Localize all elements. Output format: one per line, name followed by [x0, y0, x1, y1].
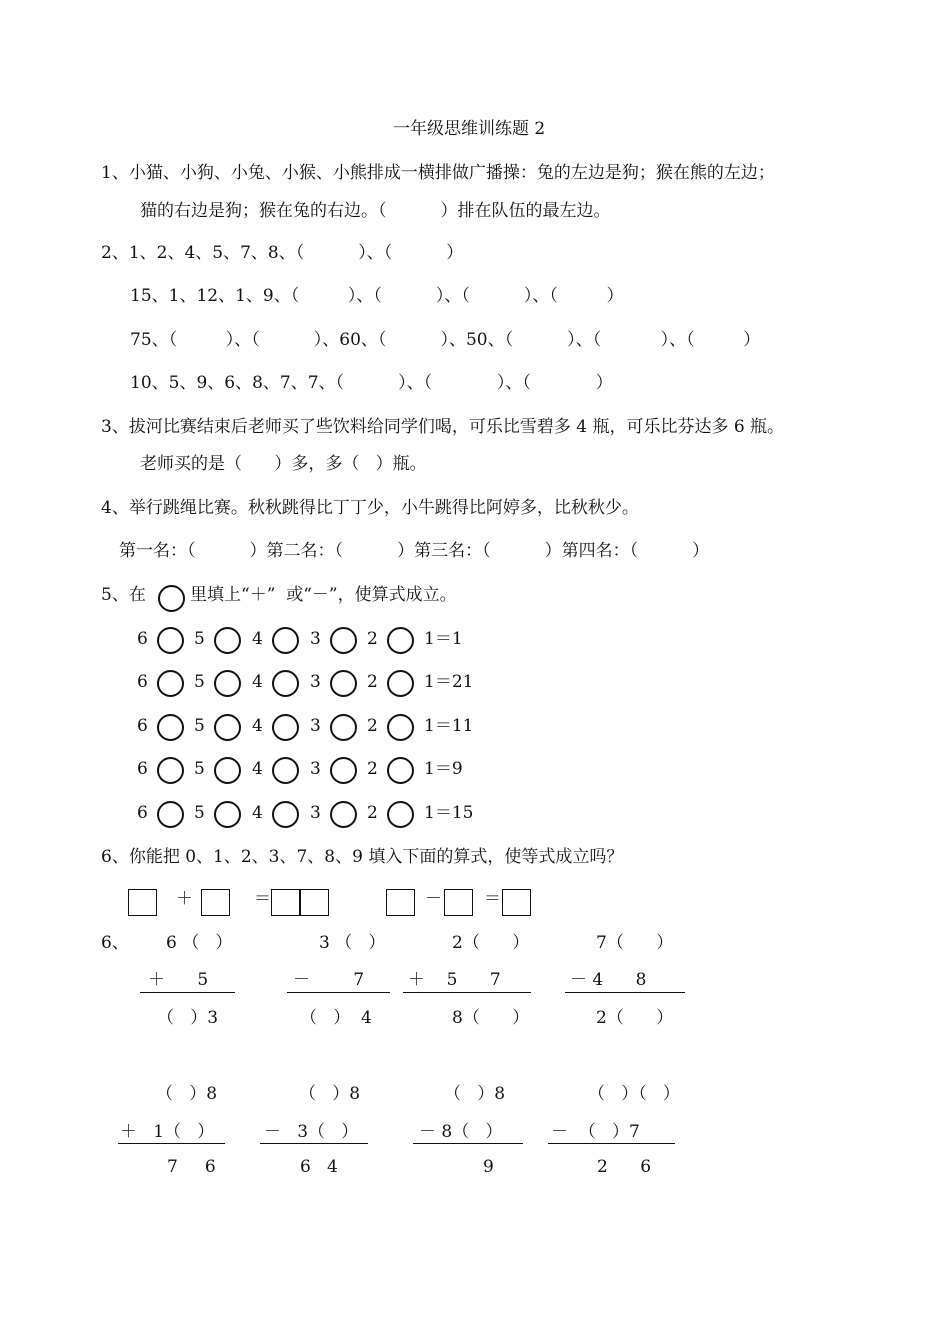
equation-number: 2: [367, 759, 378, 779]
vertical-top: （ ）（ ）: [588, 1084, 680, 1104]
vertical-operator: ＋ 5 7: [408, 970, 501, 990]
operator-circle[interactable]: [387, 757, 414, 784]
vertical-top: （ ）8: [156, 1084, 218, 1104]
equation-number: 1＝1: [424, 629, 463, 649]
sum-line: [548, 1143, 675, 1144]
plus-sign: ＋: [176, 889, 193, 909]
operator-circle[interactable]: [214, 714, 241, 741]
operator-circle[interactable]: [157, 714, 184, 741]
equation-number: 4: [252, 759, 263, 779]
equation-number: 3: [310, 672, 321, 692]
q5-prefix: 5、在: [101, 585, 146, 605]
operator-circle[interactable]: [387, 627, 414, 654]
vertical-operator: － 3（ ）: [264, 1122, 359, 1142]
minus-sign: －: [425, 889, 442, 909]
equation-number: 1＝9: [424, 759, 463, 779]
equation-number: 1＝11: [424, 716, 474, 736]
q1-line1: 1、小猫、小狗、小兔、小猴、小熊排成一横排做广播操：兔的左边是狗；猴在熊的左边；: [101, 163, 775, 183]
q6-line1: 6、你能把 0、1、2、3、7、8、9 填入下面的算式，使等式成立吗？: [101, 847, 624, 867]
vertical-top: 7（ ）: [596, 933, 674, 953]
equation-number: 2: [367, 672, 378, 692]
vertical-bottom: 2（ ）: [596, 1008, 674, 1028]
answer-box[interactable]: [271, 889, 300, 916]
equation-number: 5: [194, 672, 205, 692]
equation-number: 4: [252, 716, 263, 736]
vertical-operator: ＋ 5: [148, 970, 209, 990]
equals-sign: ＝: [484, 889, 501, 909]
vertical-bottom: （ ）3: [157, 1008, 219, 1028]
equals-sign: ＝: [254, 889, 271, 909]
answer-box[interactable]: [201, 889, 230, 916]
equation-number: 3: [310, 716, 321, 736]
sum-line: [287, 992, 390, 993]
answer-box[interactable]: [386, 889, 415, 916]
operator-circle[interactable]: [330, 801, 357, 828]
sum-line: [140, 992, 235, 993]
vertical-bottom: 8（ ）: [452, 1008, 530, 1028]
page-title: 一年级思维训练题 2: [393, 119, 546, 139]
operator-circle[interactable]: [272, 757, 299, 784]
operator-circle[interactable]: [157, 627, 184, 654]
q2-line1: 2、1、2、4、5、7、8、（ ）、（ ）: [101, 243, 464, 263]
operator-circle[interactable]: [272, 670, 299, 697]
sum-line: [260, 1143, 368, 1144]
q5-suffix: 里填上“＋” 或“－”，使算式成立。: [190, 585, 457, 605]
vertical-top: 6 （ ）: [166, 933, 233, 953]
operator-circle[interactable]: [387, 670, 414, 697]
equation-number: 5: [194, 716, 205, 736]
q4-line1: 4、举行跳绳比赛。秋秋跳得比丁丁少，小牛跳得比阿婷多，比秋秋少。: [101, 498, 639, 518]
operator-circle[interactable]: [272, 801, 299, 828]
vertical-operator: ＋ 1（ ）: [120, 1122, 215, 1142]
sum-line: [413, 1143, 523, 1144]
equation-number: 2: [367, 803, 378, 823]
vertical-bottom: 7 6: [167, 1157, 216, 1177]
equation-number: 5: [194, 803, 205, 823]
operator-circle[interactable]: [157, 801, 184, 828]
operator-circle[interactable]: [214, 757, 241, 784]
vertical-bottom: 9: [483, 1157, 494, 1177]
answer-box[interactable]: [502, 889, 531, 916]
equation-number: 2: [367, 629, 378, 649]
vertical-bottom: （ ） 4: [300, 1008, 372, 1028]
q3-line1: 3、拔河比赛结束后老师买了些饮料给同学们喝，可乐比雪碧多 4 瓶，可乐比芬达多 6 瓶。: [101, 417, 785, 437]
sum-line: [403, 992, 531, 993]
equation-number: 5: [194, 629, 205, 649]
equation-number: 6: [137, 672, 148, 692]
equation-number: 6: [137, 629, 148, 649]
equation-number: 2: [367, 716, 378, 736]
equation-number: 1＝15: [424, 803, 474, 823]
operator-circle[interactable]: [157, 757, 184, 784]
operator-circle[interactable]: [214, 801, 241, 828]
vertical-top: 3 （ ）: [319, 933, 386, 953]
equation-number: 5: [194, 759, 205, 779]
operator-circle[interactable]: [272, 627, 299, 654]
operator-circle[interactable]: [387, 801, 414, 828]
q3-line2: 老师买的是（ ）多，多（ ）瓶。: [140, 454, 427, 474]
operator-circle[interactable]: [272, 714, 299, 741]
operator-circle[interactable]: [157, 670, 184, 697]
equation-number: 3: [310, 629, 321, 649]
operator-circle[interactable]: [330, 757, 357, 784]
q2-line2: 15、1、12、1、9、（ ）、（ ）、（ ）、（ ）: [130, 286, 624, 306]
equation-number: 1＝21: [424, 672, 474, 692]
answer-box[interactable]: [444, 889, 473, 916]
operator-circle[interactable]: [330, 627, 357, 654]
equation-number: 6: [137, 803, 148, 823]
operator-circle[interactable]: [330, 714, 357, 741]
vertical-bottom: 2 6: [597, 1157, 652, 1177]
operator-circle[interactable]: [387, 714, 414, 741]
q4-line2: 第一名：（ ）第二名：（ ）第三名：（ ）第四名：（ ）: [119, 541, 710, 561]
q7-label: 6、: [101, 933, 129, 953]
q2-line3: 75、（ ）、（ ）、60、（ ）、50、（ ）、（ ）、（ ）: [130, 330, 761, 350]
sum-line: [118, 1143, 225, 1144]
sum-line: [565, 992, 685, 993]
vertical-operator: － 7: [293, 970, 365, 990]
vertical-bottom: 6 4: [300, 1157, 338, 1177]
answer-box[interactable]: [128, 889, 157, 916]
q2-line4: 10、5、9、6、8、7、7、（ ）、（ ）、（ ）: [130, 373, 613, 393]
vertical-top: （ ）8: [299, 1084, 361, 1104]
vertical-top: （ ）8: [444, 1084, 506, 1104]
vertical-top: 2（ ）: [452, 933, 530, 953]
blank-circle-example: [158, 585, 185, 612]
equation-number: 3: [310, 803, 321, 823]
equation-number: 4: [252, 803, 263, 823]
equation-number: 6: [137, 716, 148, 736]
vertical-operator: － 8（ ）: [419, 1122, 503, 1142]
operator-circle[interactable]: [214, 627, 241, 654]
equation-number: 6: [137, 759, 148, 779]
answer-box[interactable]: [300, 889, 329, 916]
operator-circle[interactable]: [330, 670, 357, 697]
vertical-operator: － 4 8: [570, 970, 647, 990]
vertical-operator: － （ ）7: [551, 1122, 640, 1142]
equation-number: 4: [252, 672, 263, 692]
q1-line2: 猫的右边是狗；猴在兔的右边。（ ）排在队伍的最左边。: [140, 201, 611, 221]
equation-number: 3: [310, 759, 321, 779]
operator-circle[interactable]: [214, 670, 241, 697]
equation-number: 4: [252, 629, 263, 649]
